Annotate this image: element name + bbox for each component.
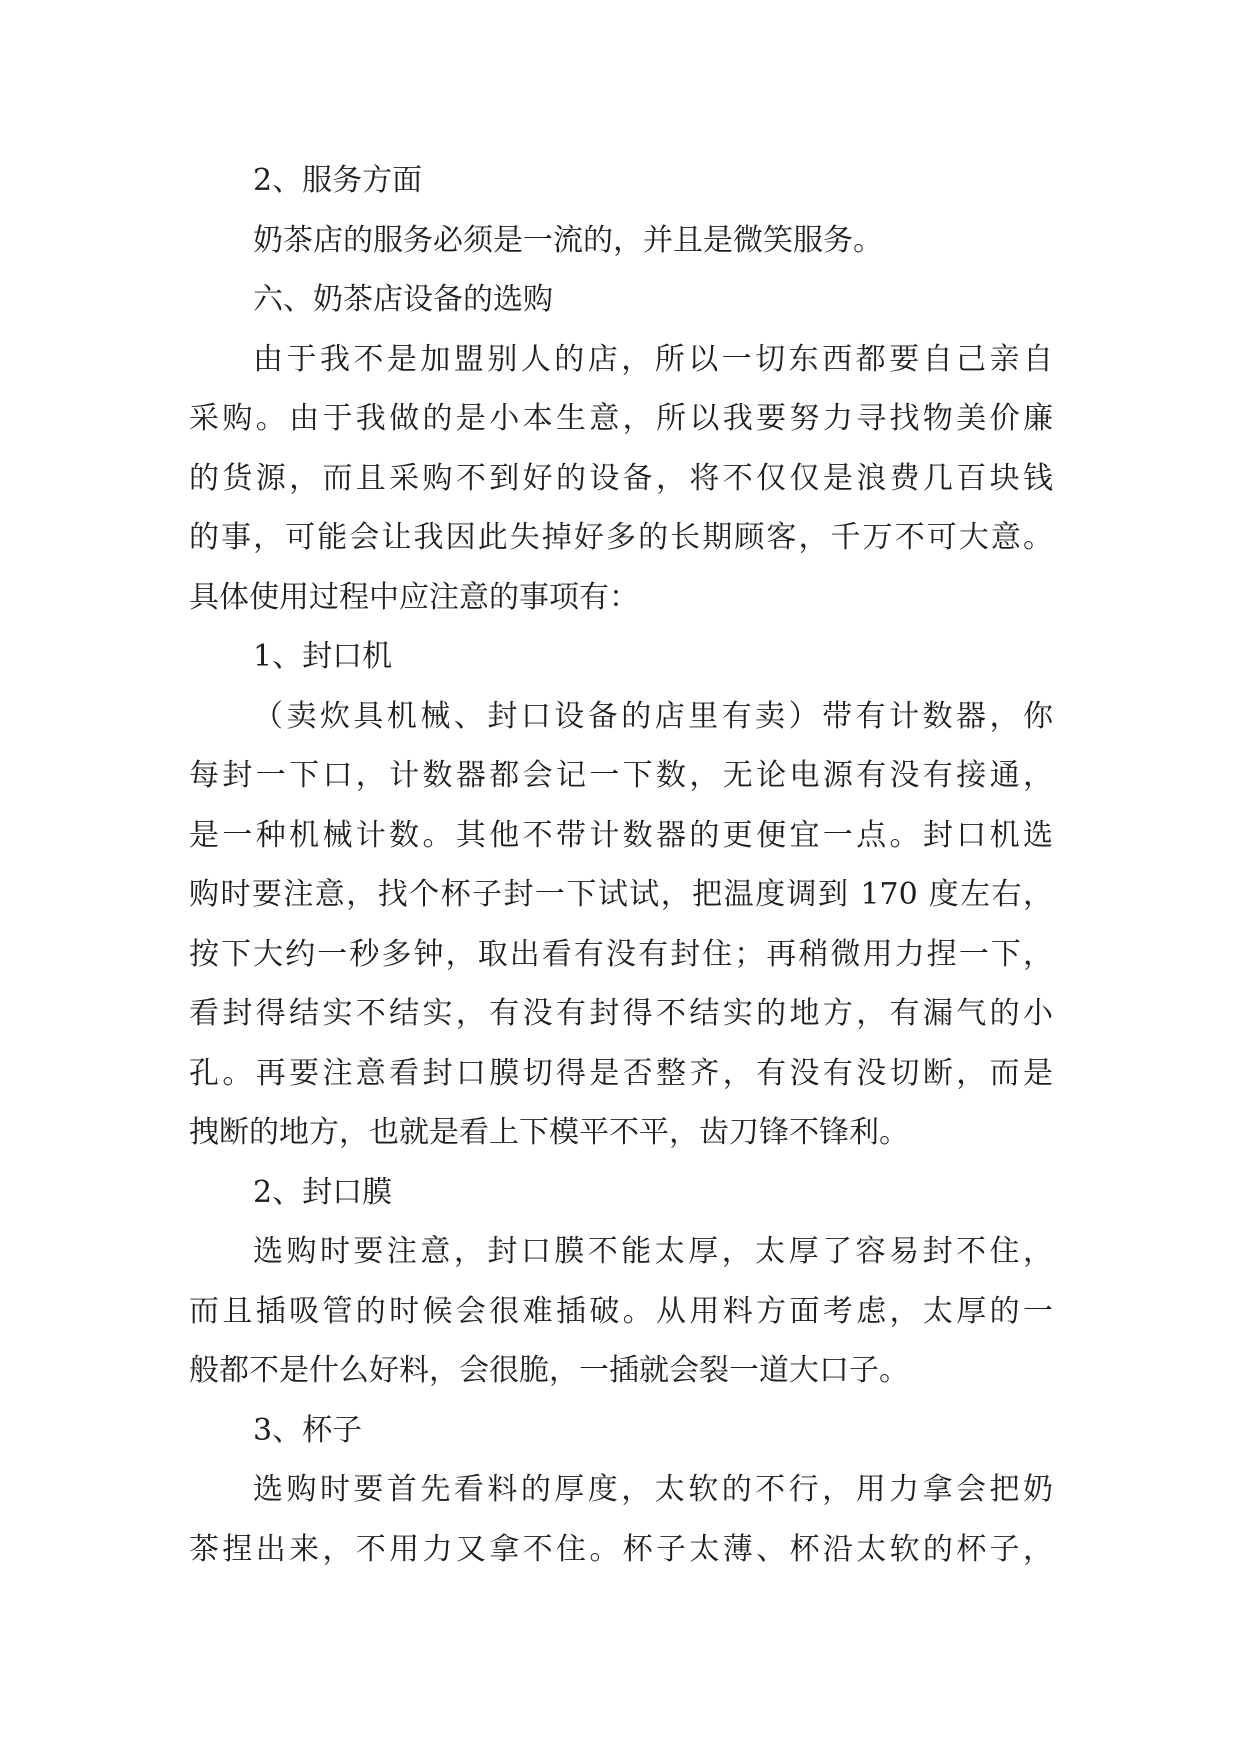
text-line: 按下大约一秒多钟，取出看有没有封住；再稍微用力捏一下，	[189, 936, 1053, 972]
text-line: 是一种机械计数。其他不带计数器的更便宜一点。封口机选	[189, 817, 1053, 853]
paragraph	[189, 1460, 1053, 1579]
paragraph	[189, 687, 1053, 1163]
text-line: 由于我不是加盟别人的店，所以一切东西都要自己亲自	[253, 341, 1053, 377]
text-line: 般都不是什么好料，会很脆，一插就会裂一道大口子。	[189, 1353, 909, 1388]
text-line: 购时要注意，找个杯子封一下试试，把温度调到 170 度左右，	[189, 877, 1053, 912]
text-line: 选购时要注意，封口膜不能太厚，太厚了容易封不住，	[253, 1234, 1053, 1269]
section-heading-seal-film	[189, 1163, 1053, 1223]
text-line: 看封得结实不结实，有没有封得不结实的地方，有漏气的小	[189, 996, 1053, 1031]
text-line: 的事，可能会让我因此失掉好多的长期顾客，千万不可大意。	[189, 520, 1053, 555]
text-line: 选购时要首先看料的厚度，太软的不行，用力拿会把奶	[253, 1472, 1053, 1507]
text-line: 的货源，而且采购不到好的设备，将不仅仅是浪费几百块钱	[189, 460, 1053, 496]
text-line: 拽断的地方，也就是看上下模平不平，齿刀锋不锋利。	[189, 1115, 909, 1150]
text-line: 奶茶店的服务必须是一流的，并且是微笑服务。	[253, 222, 883, 258]
text-line: 1、封口机	[253, 639, 393, 674]
text-line: 每封一下口，计数器都会记一下数，无论电源有没有接通，	[189, 758, 1053, 793]
section-heading-cups	[189, 1401, 1053, 1461]
section-heading-service	[189, 151, 1053, 211]
text-line: 采购。由于我做的是小本生意，所以我要努力寻找物美价廉	[189, 401, 1053, 436]
text-line: （卖炊具机械、封口设备的店里有卖）带有计数器，你	[253, 698, 1053, 734]
paragraph	[189, 1222, 1053, 1401]
paragraph	[189, 330, 1053, 628]
text-line: 六、奶茶店设备的选购	[253, 282, 553, 317]
section-heading-equipment	[189, 270, 1053, 330]
text-line: 2、封口膜	[253, 1174, 393, 1210]
text-line: 3、杯子	[253, 1412, 363, 1448]
text-line: 具体使用过程中应注意的事项有：	[189, 579, 639, 615]
document-body	[189, 151, 1053, 1579]
text-line: 孔。再要注意看封口膜切得是否整齐，有没有没切断，而是	[189, 1055, 1053, 1091]
text-line: 而且插吸管的时候会很难插破。从用料方面考虑，太厚的一	[189, 1293, 1053, 1329]
text-line: 茶捏出来，不用力又拿不住。杯子太薄、杯沿太软的杯子，	[189, 1531, 1053, 1567]
section-heading-sealer	[189, 627, 1053, 687]
paragraph	[189, 211, 1053, 271]
text-line: 2、服务方面	[253, 163, 423, 198]
